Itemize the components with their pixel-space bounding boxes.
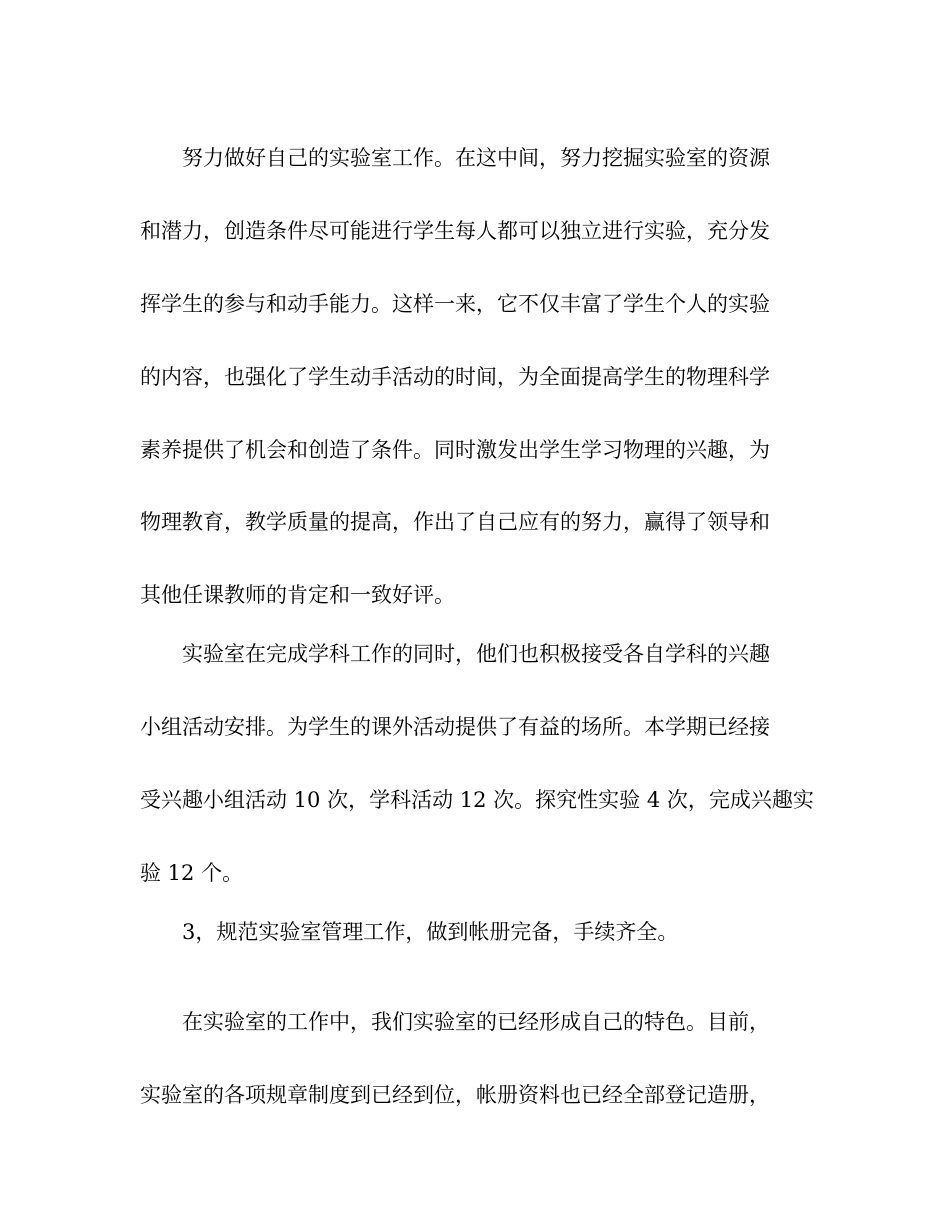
text-line: 挥学生的参与和动手能力。这样一来，它不仅丰富了学生个人的实验: [140, 292, 770, 316]
text-line: 努力做好自己的实验室工作。在这中间，努力挖掘实验室的资源: [140, 146, 770, 170]
text-line: 小组活动安排。为学生的课外活动提供了有益的场所。本学期已经接: [140, 715, 770, 739]
text-line: 受兴趣小组活动 10 次，学科活动 12 次。探究性实验 4 次，完成兴趣实: [140, 788, 814, 812]
text-line: 其他任课教师的肯定和一致好评。: [140, 583, 455, 607]
text-line: 素养提供了机会和创造了条件。同时激发出学生学习物理的兴趣，为: [140, 438, 770, 462]
text-line: 在实验室的工作中，我们实验室的已经形成自己的特色。目前，: [140, 1010, 770, 1034]
text-line: 的内容，也强化了学生动手活动的时间，为全面提高学生的物理科学: [140, 365, 770, 389]
text-line: 物理教育，教学质量的提高，作出了自己应有的努力，赢得了领导和: [140, 510, 770, 534]
text-line: 实验室在完成学科工作的同时，他们也积极接受各自学科的兴趣: [140, 642, 770, 666]
text-line: 和潜力，创造条件尽可能进行学生每人都可以独立进行实验，充分发: [140, 219, 770, 243]
text-line: 验 12 个。: [140, 861, 244, 885]
text-line: 3，规范实验室管理工作，做到帐册完备，手续齐全。: [140, 920, 679, 944]
text-line: 实验室的各项规章制度到已经到位，帐册资料也已经全部登记造册，: [140, 1083, 770, 1107]
